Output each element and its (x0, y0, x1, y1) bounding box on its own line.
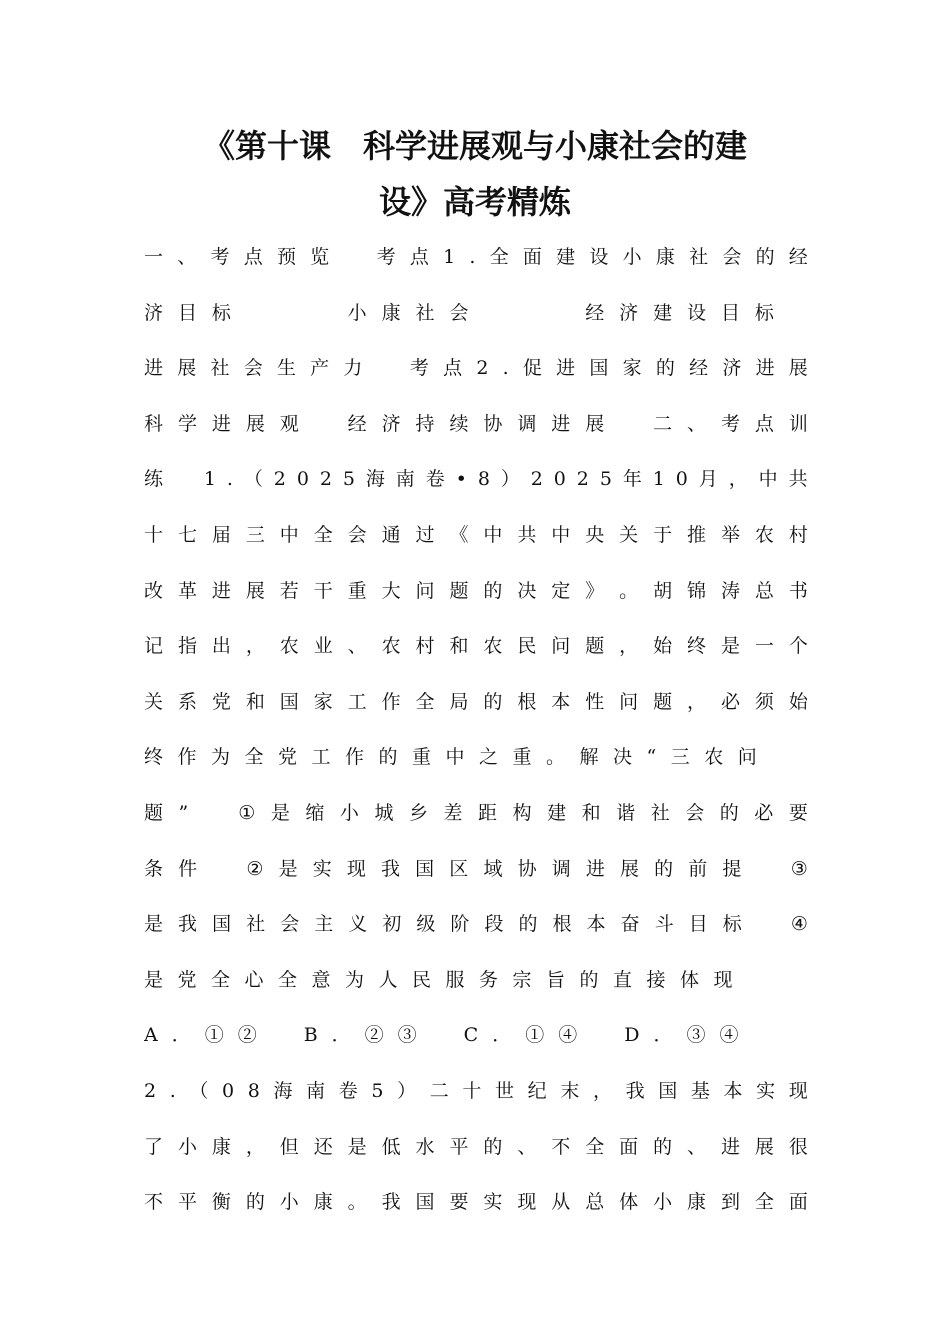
body-line: 济 目 标 小 康 社 会 经 济 建 设 目 标 (144, 301, 774, 324)
body-line: 终作为全党工作的重中之重。解决“三农问 (144, 746, 772, 769)
body-line: 是 我 国 社 会 主 义 初 级 阶 段 的 根 本 奋 斗 目 标 ④ (144, 913, 808, 936)
body-line: 不 平 衡 的 小 康 。 我 国 要 实 现 从 总 体 小 康 到 全 面 (144, 1191, 808, 1214)
body-line: 了 小 康 ， 但 还 是 低 水 平 的 、 不 全 面 的 、 进 展 很 (144, 1135, 808, 1158)
document-title-line-1: 《第十课 科学进展观与小康社会的建 (202, 127, 747, 165)
body-line: 改 革 进 展 若 干 重 大 问 题 的 决 定 》 。 胡 锦 涛 总 书 (144, 579, 808, 602)
body-line: 题 ” ① 是 缩 小 城 乡 差 距 构 建 和 谐 社 会 的 必 要 (144, 801, 808, 824)
body-line: 是党全心全意为人民服务宗旨的直接体现 (144, 968, 748, 991)
body-line: 2 . （ 0 8 海 南 卷 5 ） 二 十 世 纪 末 ， 我 国 基 本 实 现 (144, 1079, 808, 1102)
body-line: 练 1 . （ 2 0 2 5 海 南 卷 • 8 ） 2 0 2 5 年 1 0 月 ， 中 共 (144, 468, 808, 491)
body-line: 科 学 进 展 观 经 济 持 续 协 调 进 展 二 、 考 点 训 (144, 412, 808, 435)
document-body (144, 230, 808, 1231)
body-line: 十 七 届 三 中 全 会 通 过 《 中 共 中 央 关 于 推 举 农 村 (144, 523, 808, 546)
body-line: 进 展 社 会 生 产 力 考 点 2 . 促 进 国 家 的 经 济 进 展 (144, 357, 808, 380)
body-line: 一 、 考 点 预 览 考 点 1 . 全 面 建 设 小 康 社 会 的 经 (144, 246, 808, 268)
document-title-line-2: 设》高考精炼 (378, 183, 571, 221)
body-line: 关 系 党 和 国 家 工 作 全 局 的 根 本 性 问 题 ， 必 须 始 (144, 690, 808, 713)
body-line: 记 指 出 ， 农 业 、 农 村 和 农 民 问 题 ， 始 终 是 一 个 (144, 635, 808, 658)
answer-options: A．①② B．②③ C．①④ D．③④ (144, 1024, 753, 1047)
body-line: 条 件 ② 是 实 现 我 国 区 域 协 调 进 展 的 前 提 ③ (144, 857, 808, 880)
